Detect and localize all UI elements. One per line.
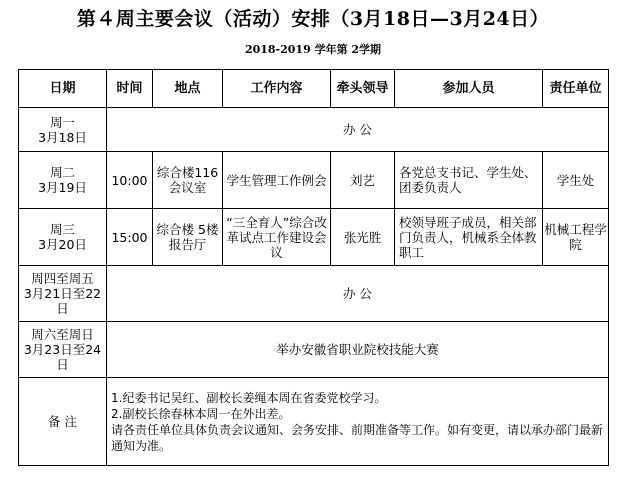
date-cell xyxy=(19,266,107,322)
date-label: 3月18日 xyxy=(38,129,87,145)
location-cell: 综合楼 5楼报告厅 xyxy=(153,209,223,266)
header-content: 工作内容 xyxy=(223,70,331,108)
schedule-table xyxy=(18,69,609,466)
date-cell xyxy=(19,322,107,378)
header-unit: 责任单位 xyxy=(543,70,609,108)
merged-activity-cell: 办 公 xyxy=(107,108,609,152)
table-row xyxy=(19,322,609,378)
date-cell xyxy=(19,152,107,209)
merged-activity-cell: 办 公 xyxy=(107,266,609,322)
date-label: 3月23日至24日 xyxy=(23,342,102,372)
table-row xyxy=(19,108,609,152)
time-cell: 10:00 xyxy=(107,152,153,209)
day-label: 周三 xyxy=(49,222,75,237)
table-row xyxy=(19,209,609,266)
day-label: 周四至周五 xyxy=(31,271,94,286)
remarks-label: 备 注 xyxy=(19,378,107,466)
attendees-cell: 各党总支书记、学生处、团委负责人 xyxy=(395,152,543,209)
date-label: 3月20日 xyxy=(38,237,87,252)
content-cell: “三全育人”综合改革试点工作建设会议 xyxy=(223,209,331,266)
remarks-content xyxy=(107,378,609,466)
day-label: 周六至周日 xyxy=(31,327,94,342)
header-attendees: 参加人员 xyxy=(395,70,543,108)
attendees-cell: 校领导班子成员，相关部门负责人，机械系全体教职工 xyxy=(395,209,543,266)
time-cell: 15:00 xyxy=(107,209,153,266)
date-label: 3月19日 xyxy=(38,180,87,195)
leader-cell: 张光胜 xyxy=(331,209,395,266)
location-cell: 综合楼116会议室 xyxy=(153,152,223,209)
date-cell xyxy=(19,108,107,152)
date-cell xyxy=(19,209,107,266)
remarks-line: 1.纪委书记吴红、副校长姜绳本周在省委党校学习。 xyxy=(111,390,387,405)
remarks-line: 2.副校长徐春林本周一在外出差。 xyxy=(111,406,291,421)
unit-cell: 学生处 xyxy=(543,152,609,209)
date-label: 3月21日至22日 xyxy=(23,286,102,316)
header-date: 日期 xyxy=(19,70,107,108)
table-row xyxy=(19,152,609,209)
remarks-row xyxy=(19,378,609,466)
day-label: 周一 xyxy=(49,114,75,130)
header-time: 时间 xyxy=(107,70,153,108)
remarks-line: 请各责任单位具体负责会议通知、会务安排、前期准备等工作。如有变更，请以承办部门最新通知为准。 xyxy=(111,422,604,453)
page-title: 第４周主要会议（活动）安排（3月18日—3月24日） xyxy=(76,8,550,30)
semester-subtitle: 2018-2019 学年第 2学期 xyxy=(244,43,382,56)
table-row xyxy=(19,266,609,322)
day-label: 周二 xyxy=(49,165,75,180)
header-row xyxy=(19,70,609,108)
leader-cell: 刘艺 xyxy=(331,152,395,209)
unit-cell: 机械工程学院 xyxy=(543,209,609,266)
merged-activity-cell: 举办安徽省职业院校技能大赛 xyxy=(107,322,609,378)
content-cell: 学生管理工作例会 xyxy=(223,152,331,209)
header-location: 地点 xyxy=(153,70,223,108)
header-leader: 牵头领导 xyxy=(331,70,395,108)
